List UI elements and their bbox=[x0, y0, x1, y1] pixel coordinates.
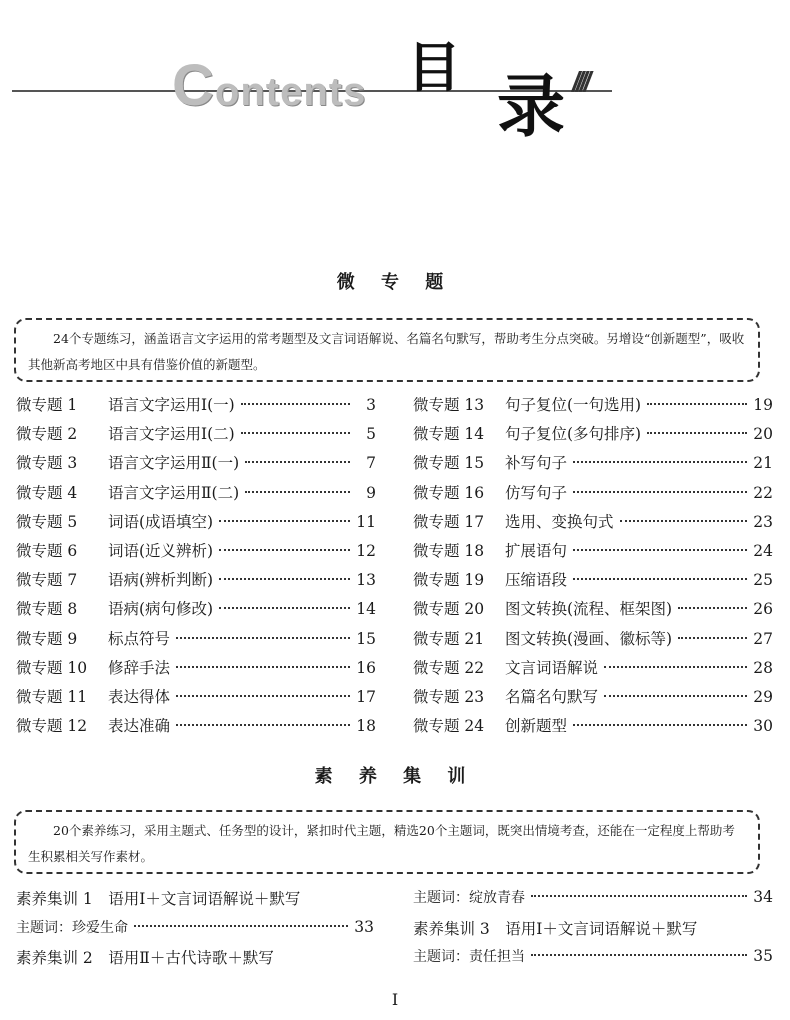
dot-leader bbox=[176, 724, 350, 726]
toc-entry-title: 句子复位(多句排序) bbox=[505, 425, 642, 444]
dot-leader bbox=[219, 578, 350, 580]
toc-entry[interactable] bbox=[16, 539, 376, 568]
toc-entry[interactable] bbox=[16, 685, 376, 714]
toc-entry-page: 28 bbox=[753, 658, 773, 677]
toc-entry-label: 微专题 13 bbox=[413, 396, 485, 414]
toc-entry-page: 21 bbox=[753, 454, 773, 473]
toc-entry-title: 标点符号 bbox=[108, 629, 171, 648]
toc-entry[interactable] bbox=[413, 597, 773, 626]
toc-entry[interactable] bbox=[413, 568, 773, 597]
dot-leader bbox=[604, 695, 747, 697]
toc-entry-page: 26 bbox=[753, 600, 773, 619]
dot-leader bbox=[647, 403, 747, 405]
toc-entry-title: 创新题型 bbox=[505, 717, 568, 736]
toc-entry-title: 语言文字运用Ⅱ(二) bbox=[108, 483, 240, 502]
toc-entry-label: 微专题 8 bbox=[16, 600, 78, 619]
toc-entry-title: 图文转换(流程、框架图) bbox=[505, 600, 673, 619]
toc-entry-label: 微专题 15 bbox=[413, 454, 485, 473]
dot-leader bbox=[245, 491, 350, 493]
toc-entry-page: 11 bbox=[356, 512, 376, 531]
toc-entry-title: 语言文字运用Ⅰ(一) bbox=[108, 396, 235, 414]
toc-entry[interactable] bbox=[413, 393, 773, 422]
dot-leader bbox=[678, 607, 747, 609]
toc-entry-label: 微专题 12 bbox=[16, 717, 88, 736]
section-title-suyang: 素 养 集 训 bbox=[314, 766, 476, 787]
toc-entry[interactable] bbox=[413, 510, 773, 539]
suyang-heading bbox=[16, 946, 374, 976]
toc-entry-page: 17 bbox=[356, 687, 376, 706]
toc-entry-title: 扩展语句 bbox=[505, 541, 568, 560]
toc-entry-label: 微专题 19 bbox=[413, 571, 485, 590]
toc-entry-page: 13 bbox=[356, 571, 376, 590]
toc-entry-label: 微专题 22 bbox=[413, 658, 485, 677]
dot-leader bbox=[176, 666, 350, 668]
toc-entry-label: 微专题 2 bbox=[16, 425, 78, 444]
dot-leader bbox=[176, 695, 350, 697]
toc-entry[interactable] bbox=[413, 481, 773, 510]
dot-leader bbox=[134, 925, 348, 927]
suyang-text: 素养集训 1 语用Ⅰ＋文言词语解说＋默写 bbox=[16, 890, 301, 908]
toc-entry-title: 补写句子 bbox=[505, 454, 568, 473]
toc-entry-page: 14 bbox=[356, 600, 376, 619]
toc-entry-label: 微专题 10 bbox=[16, 658, 88, 677]
suyang-page: 33 bbox=[354, 917, 374, 936]
toc-entry-label: 微专题 17 bbox=[413, 512, 485, 531]
toc-entry-page: 16 bbox=[356, 658, 376, 677]
suyang-right-column bbox=[413, 887, 773, 976]
toc-entry-page: 25 bbox=[753, 571, 773, 590]
toc-entry-title: 语病(病句修改) bbox=[108, 600, 214, 619]
toc-entry-label: 微专题 7 bbox=[16, 571, 78, 590]
toc-entry[interactable] bbox=[16, 451, 376, 480]
toc-entry[interactable] bbox=[16, 656, 376, 685]
suyang-heading bbox=[16, 887, 374, 917]
toc-entry-page: 15 bbox=[356, 629, 376, 648]
toc-entry-title: 名篇名句默写 bbox=[505, 687, 599, 706]
toc-entry-title: 选用、变换句式 bbox=[505, 512, 614, 531]
suyang-topic-entry[interactable] bbox=[413, 946, 773, 976]
dot-leader bbox=[573, 724, 747, 726]
toc-entry[interactable] bbox=[16, 510, 376, 539]
dot-leader bbox=[241, 403, 350, 405]
toc-entry-page: 18 bbox=[356, 717, 376, 736]
suyang-text: 素养集训 3 语用Ⅰ＋文言词语解说＋默写 bbox=[413, 919, 698, 938]
toc-entry-title: 语病(辨析判断) bbox=[108, 571, 214, 590]
toc-entry[interactable] bbox=[413, 627, 773, 656]
toc-entry[interactable] bbox=[16, 481, 376, 510]
toc-entry-page: 19 bbox=[753, 396, 773, 414]
toc-entry-title: 修辞手法 bbox=[108, 658, 171, 677]
dot-leader bbox=[573, 578, 747, 580]
toc-entry-label: 微专题 1 bbox=[16, 396, 78, 414]
suyang-topic-entry[interactable] bbox=[16, 917, 374, 947]
toc-entry[interactable] bbox=[16, 714, 376, 743]
toc-entry-label: 微专题 9 bbox=[16, 629, 78, 648]
intro-box-weizhuanti: 24个专题练习，涵盖语言文字运用的常考题型及文言词语解说、名篇名句默写，帮助考生分点突破。另增设“创新题型”，吸收其他新高考地区中具有借鉴价值的新题型。 bbox=[14, 318, 760, 382]
toc-entry[interactable] bbox=[16, 568, 376, 597]
dot-leader bbox=[531, 954, 747, 956]
toc-entry-page: 29 bbox=[753, 687, 773, 706]
toc-right-column bbox=[413, 393, 773, 743]
dot-leader bbox=[219, 549, 350, 551]
toc-entry-label: 微专题 3 bbox=[16, 454, 78, 473]
toc-entry-page: 20 bbox=[753, 425, 773, 444]
toc-entry-title: 词语(近义辨析) bbox=[108, 541, 214, 560]
toc-entry[interactable] bbox=[413, 685, 773, 714]
page-number: I bbox=[391, 990, 399, 1009]
toc-entry[interactable] bbox=[16, 627, 376, 656]
toc-entry[interactable] bbox=[16, 393, 376, 422]
toc-entry-page: 5 bbox=[366, 425, 376, 444]
toc-entry-page: 12 bbox=[356, 541, 376, 560]
dot-leader bbox=[573, 549, 747, 551]
toc-entry-label: 微专题 21 bbox=[413, 629, 485, 648]
toc-entry-page: 30 bbox=[753, 717, 773, 736]
toc-entry-label: 微专题 23 bbox=[413, 687, 485, 706]
suyang-text: 主题词：绽放青春 bbox=[413, 890, 525, 906]
dot-leader bbox=[604, 666, 747, 668]
dot-leader bbox=[176, 637, 350, 639]
toc-entry-title: 表达得体 bbox=[108, 687, 171, 706]
suyang-page: 34 bbox=[753, 888, 773, 906]
mulu-title: 目 录 bbox=[407, 35, 566, 147]
contents-word: Contents bbox=[172, 53, 367, 118]
toc-entry-title: 仿写句子 bbox=[505, 483, 568, 502]
toc-entry-label: 微专题 14 bbox=[413, 425, 485, 444]
header-slashes: //// bbox=[572, 66, 588, 97]
toc-entry-label: 微专题 5 bbox=[16, 512, 78, 531]
dot-leader bbox=[573, 491, 747, 493]
dot-leader bbox=[219, 520, 350, 522]
toc-entry-title: 文言词语解说 bbox=[505, 658, 599, 677]
header-banner bbox=[12, 30, 612, 147]
toc-left-column bbox=[16, 393, 376, 743]
suyang-text: 主题词：责任担当 bbox=[413, 949, 525, 965]
dot-leader bbox=[647, 432, 747, 434]
suyang-heading bbox=[413, 917, 773, 947]
dot-leader bbox=[219, 607, 350, 609]
dot-leader bbox=[573, 461, 747, 463]
toc-entry-page: 23 bbox=[753, 512, 773, 531]
toc-entry-label: 微专题 24 bbox=[413, 717, 485, 736]
toc-entry-page: 27 bbox=[753, 629, 773, 648]
toc-entry-title: 句子复位(一句选用) bbox=[505, 396, 642, 414]
dot-leader bbox=[241, 432, 350, 434]
toc-entry[interactable] bbox=[413, 539, 773, 568]
toc-entry-title: 词语(成语填空) bbox=[108, 512, 214, 531]
dot-leader bbox=[531, 895, 747, 897]
toc-entry-title: 图文转换(漫画、徽标等) bbox=[505, 629, 673, 648]
suyang-text: 素养集训 2 语用Ⅱ＋古代诗歌＋默写 bbox=[16, 949, 274, 967]
toc-entry[interactable] bbox=[413, 451, 773, 480]
toc-entry[interactable] bbox=[413, 656, 773, 685]
section-title-weizhuanti: 微 专 题 bbox=[336, 272, 454, 293]
toc-entry-page: 7 bbox=[366, 454, 376, 473]
toc-entry-page: 22 bbox=[753, 483, 773, 502]
dot-leader bbox=[620, 520, 747, 522]
toc-entry-label: 微专题 20 bbox=[413, 600, 485, 619]
toc-entry-label: 微专题 18 bbox=[413, 541, 485, 560]
toc-entry-title: 语言文字运用Ⅱ(一) bbox=[108, 454, 240, 473]
toc-entry[interactable] bbox=[16, 422, 376, 451]
suyang-text: 主题词：珍爱生命 bbox=[16, 919, 128, 936]
suyang-topic-entry[interactable] bbox=[413, 887, 773, 917]
toc-entry[interactable] bbox=[16, 597, 376, 626]
suyang-left-column bbox=[16, 887, 374, 976]
dot-leader bbox=[245, 461, 350, 463]
suyang-page: 35 bbox=[753, 947, 773, 965]
toc-entry-label: 微专题 6 bbox=[16, 541, 78, 560]
toc-entry-title: 压缩语段 bbox=[505, 571, 568, 590]
toc-entry-title: 语言文字运用Ⅰ(二) bbox=[108, 425, 235, 444]
toc-entry-label: 微专题 4 bbox=[16, 483, 78, 502]
toc-entry-page: 3 bbox=[366, 396, 376, 414]
intro-box-suyang: 20个素养练习，采用主题式、任务型的设计，紧扣时代主题，精选20个主题词，既突出情境考查，还能在一定程度上帮助考生积累相关写作素材。 bbox=[14, 810, 760, 874]
toc-entry-title: 表达准确 bbox=[108, 717, 171, 736]
toc-entry-page: 24 bbox=[753, 541, 773, 560]
toc-entry-page: 9 bbox=[366, 483, 376, 502]
dot-leader bbox=[678, 637, 747, 639]
toc-entry-label: 微专题 11 bbox=[16, 687, 88, 706]
toc-entry-label: 微专题 16 bbox=[413, 483, 485, 502]
toc-entry[interactable] bbox=[413, 714, 773, 743]
toc-entry[interactable] bbox=[413, 422, 773, 451]
